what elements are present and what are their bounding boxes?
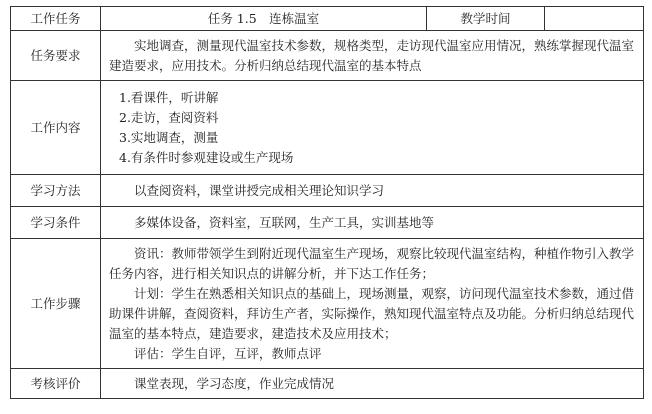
row-steps bbox=[11, 239, 644, 369]
method-label: 学习方法 bbox=[11, 175, 101, 207]
work-content-list bbox=[101, 81, 644, 175]
row-task bbox=[11, 7, 644, 31]
conditions-text: 多媒体设备，资料室，互联网，生产工具，实训基地等 bbox=[101, 207, 644, 239]
list-item: 3.实地调查，测量 bbox=[119, 129, 219, 145]
row-conditions bbox=[11, 207, 644, 239]
task-sheet bbox=[10, 6, 643, 399]
list-item: 1.看课件，听讲解 bbox=[119, 89, 219, 105]
evaluation-label: 考核评价 bbox=[11, 369, 101, 399]
task-table bbox=[10, 6, 644, 399]
task-label: 工作任务 bbox=[11, 7, 101, 31]
evaluation-text: 课堂表现，学习态度，作业完成情况 bbox=[101, 369, 644, 399]
list-item: 2.走访，查阅资料 bbox=[119, 109, 219, 125]
row-method bbox=[11, 175, 644, 207]
row-evaluation bbox=[11, 369, 644, 399]
requirements-text: 实地调查，测量现代温室技术参数，规格类型，走访现代温室应用情况，熟练掌握现代温室建造要求，应用技术。分析归纳总结现代温室的基本特点 bbox=[101, 31, 644, 81]
list-item: 4.有条件时参观建设或生产现场 bbox=[119, 149, 294, 165]
method-text: 以查阅资料，课堂讲授完成相关理论知识学习 bbox=[101, 175, 644, 207]
row-requirements bbox=[11, 31, 644, 81]
row-work-content bbox=[11, 81, 644, 175]
conditions-label: 学习条件 bbox=[11, 207, 101, 239]
teaching-time-value bbox=[545, 7, 644, 31]
requirements-label: 任务要求 bbox=[11, 31, 101, 81]
task-title: 任务 1.5 连栋温室 bbox=[101, 7, 427, 31]
steps-text bbox=[101, 239, 644, 369]
steps-paragraph: 资讯：教师带领学生到附近现代温室生产现场，观察比较现代温室结构，种植作物引入教学任务内容，进行相关知识点的讲解分析，并下达工作任务； bbox=[109, 245, 635, 281]
teaching-time-label: 教学时间 bbox=[427, 7, 545, 31]
steps-label: 工作步骤 bbox=[11, 239, 101, 369]
steps-paragraph: 计划：学生在熟悉相关知识点的基础上，现场测量，观察，访问现代温室技术参数，通过借助课件讲解，查阅资料，拜访生产者，实际操作，熟知现代温室特点及功能。分析归纳总结现代温室的基本特点，建造要求，建造技术及应用技术； bbox=[109, 285, 635, 341]
work-content-label: 工作内容 bbox=[11, 81, 101, 175]
steps-paragraph: 评估：学生自评，互评，教师点评 bbox=[134, 345, 322, 361]
